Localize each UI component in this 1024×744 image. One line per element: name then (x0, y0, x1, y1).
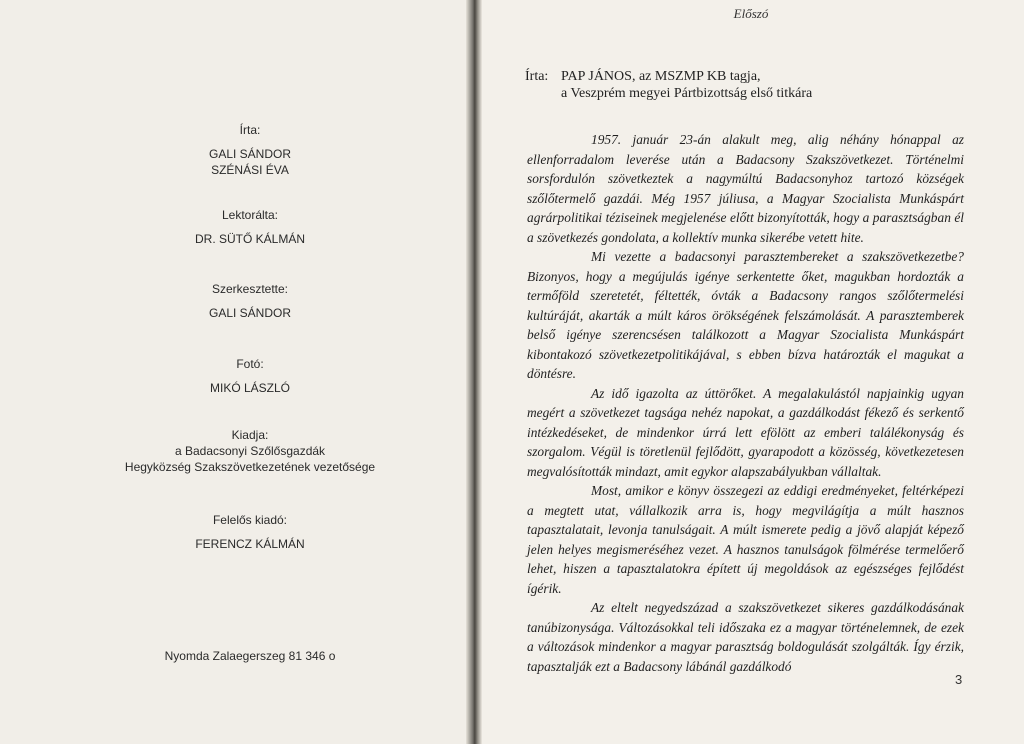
editor-block (30, 281, 470, 321)
authors-block (30, 122, 470, 178)
byline-author: PAP JÁNOS, az MSZMP KB tagja, (561, 69, 761, 84)
publisher-block (30, 427, 470, 475)
paragraph: Az idő igazolta az úttörőket. A megalakulástól napjainkig ugyan megért a szövetkezet tagsága nehéz napokat, a gazdálkodást fékező és serkentő intézkedéseket, de mindenkor úrrá lett efölött az emberi találékonyság és szorgalom. Végül is töretlenül fejlődött, gyarapodott a közösség, következetesen megvalósították mindazt, amit egykor alapszabályukban vállaltak. (527, 385, 964, 479)
byline-label: Írta: (525, 69, 549, 84)
byline-role: a Veszprém megyei Pártbizottság első titkára (561, 86, 813, 101)
responsible-name: FERENCZ KÁLMÁN (195, 537, 305, 551)
editor-name: GALI SÁNDOR (208, 306, 292, 320)
photo-label: Fotó: (236, 357, 264, 371)
paragraph: Az eltelt negyedszázad a szakszövetkezet sikeres gazdálkodásának tanúbizonysága. Változásokkal teli időszaka ez a magyar történelemnek, de ezek a változások mindenkor a magyar parasztság boldogulását szolgálták. Így érzik, tapasztalják ezt a Badacsony lábánál gazdálkodó (527, 600, 964, 674)
reviewer-name: DR. SÜTŐ KÁLMÁN (194, 232, 305, 246)
paragraph: Most, amikor e könyv összegezi az eddigi eredményeket, feltérképezi a megtett utat, vállalkozik arra is, hogy megvilágítja a múlt hasznos tapasztalatait, levonja tanulságait. A múlt ismerete pedig a jövő alapját képező jelen helyes megismeréséhez vezet. A hasznos tanulságok fölmérése termelőerő lehet, hiszen a tapasztalatokra épített új megoldások az egészséges fejlődést ígérik. (527, 483, 964, 596)
publisher-line: a Badacsonyi Szőlősgazdák (174, 444, 326, 458)
preface-body (527, 130, 964, 676)
author-label: Írta: (239, 123, 261, 137)
printer-line: Nyomda Zalaegerszeg 81 346 o (164, 649, 336, 663)
publisher-label: Kiadja: (231, 428, 269, 442)
paragraph: 1957. január 23-án alakult meg, alig néhány hónappal az ellenforradalom leverése után a Badacsony Szakszövetkezet. Történelmi sorsfordulón szövetkeztek a nagymúltú Badacsonyhoz tartozó községek szőlőtermelő gazdái. Még 1957 júliusa, a Magyar Szocialista Munkáspárt agrárpolitikai téziseinek megjelenése előtt bizonyították, hogy a parasztságban él a szövetkezés gondolata, a kollektív munka sikerébe vetett hite. (527, 132, 964, 245)
responsible-label: Felelős kiadó: (212, 513, 288, 527)
author-name: GALI SÁNDOR (208, 147, 292, 161)
paragraph: Mi vezette a badacsonyi parasztembereket a szakszövetkezetbe? Bizonyos, hogy a megújulás igénye serkentette őket, magukban hordozták a termőföld szeretetét, féltették, óvták a Badacsony rangos szőlőtermelési kultúráját, akarták a múlt káros örökségének felszámolását. A parasztemberek belső igénye szerencsésen találkozott a Magyar Szocialista Munkáspárt kibontakozó szövetkezetpolitikájával, s ebben bízva határozták el magukat a döntésre. (527, 249, 964, 381)
page-title: Előszó (733, 6, 769, 21)
photo-block (30, 356, 470, 396)
reviewer-label: Lektorálta: (221, 208, 279, 222)
publisher-line: Hegyközség Szakszövetkezetének vezetősége (124, 460, 376, 474)
editor-label: Szerkesztette: (211, 282, 289, 296)
page-number: 3 (955, 672, 963, 687)
byline (525, 68, 985, 102)
responsible-block (30, 512, 470, 552)
photographer-name: MIKÓ LÁSZLÓ (209, 381, 291, 395)
author-name: SZÉNÁSI ÉVA (211, 163, 289, 177)
reviewer-block (30, 207, 470, 247)
